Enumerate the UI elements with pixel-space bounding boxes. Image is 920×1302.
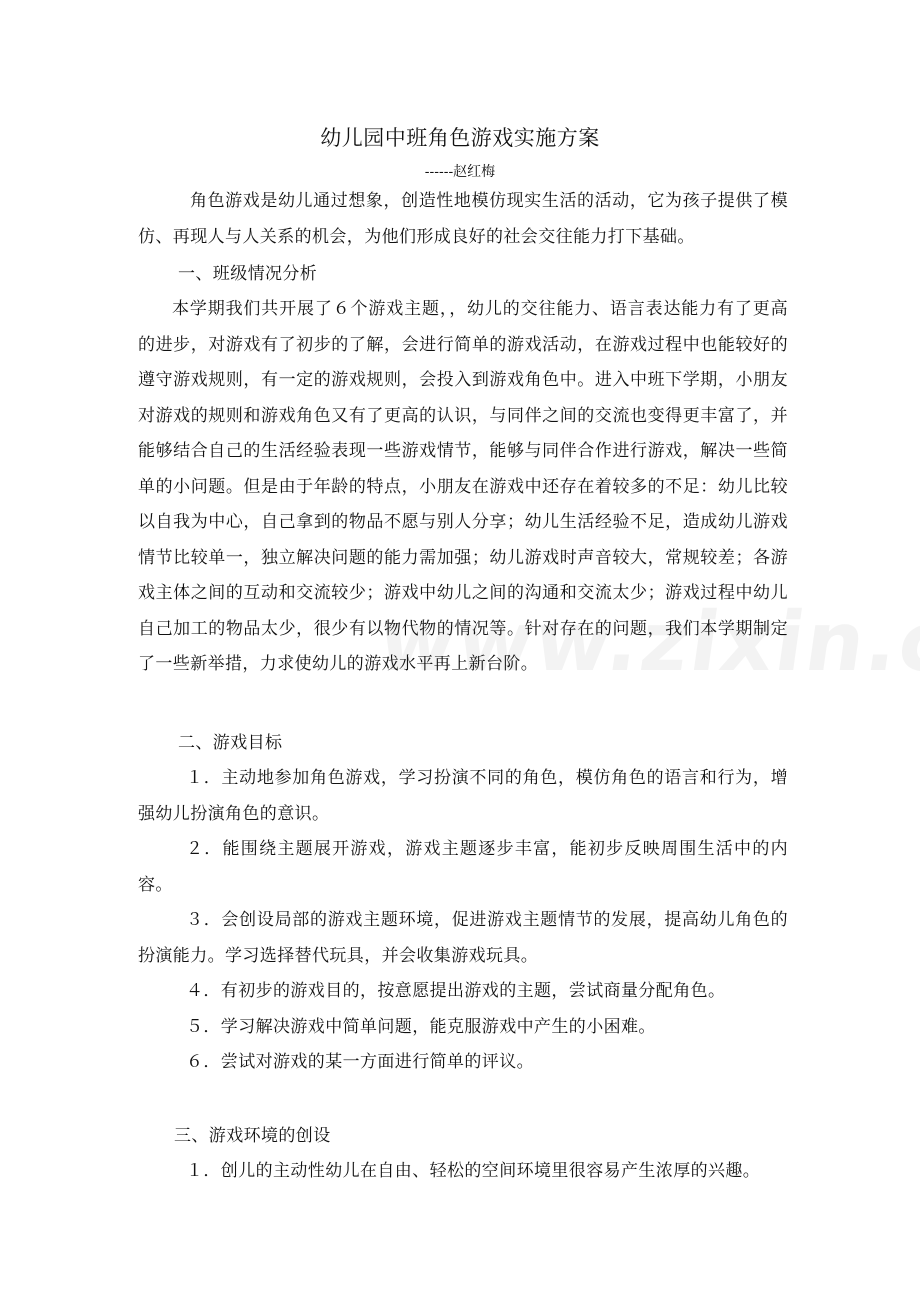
environment-list	[138, 1154, 788, 1190]
goal-item: ４．有初步的游戏目的，按意愿提出游戏的主题，尝试商量分配角色。	[186, 981, 726, 1001]
document-title: 幼儿园中班角色游戏实施方案	[320, 126, 600, 150]
intro-paragraph: 角色游戏是幼儿通过想象，创造性地模仿现实生活的活动，它为孩子提供了模仿、再现人与人关系的机会，为他们形成良好的社会交往能力打下基础。	[138, 191, 788, 247]
section-heading-3: 三、游戏环境的创设	[174, 1126, 331, 1146]
environment-item: １．创儿的主动性幼儿在自由、轻松的空间环境里很容易产生浓厚的兴趣。	[186, 1161, 761, 1181]
section-heading-1: 一、班级情况分析	[178, 264, 318, 284]
document-author: ------赵红梅	[424, 164, 496, 180]
goal-item: １．主动地参加角色游戏，学习扮演不同的角色，模仿角色的语言和行为，增强幼儿扮演角色的意识。	[138, 768, 788, 824]
goal-item: ２．能围绕主题展开游戏，游戏主题逐步丰富，能初步反映周围生活中的内容。	[138, 839, 788, 895]
goal-item: ６．尝试对游戏的某一方面进行简单的评议。	[186, 1052, 534, 1072]
section-heading-2: 二、游戏目标	[178, 733, 283, 753]
goal-list	[138, 761, 788, 1081]
section-paragraph-1: 本学期我们共开展了６个游戏主题，，幼儿的交往能力、语言表达能力有了更高的进步，对游戏有了初步的了解，会进行简单的游戏活动，在游戏过程中也能较好的遵守游戏规则，有一定的游戏规则，会投入到游戏角色中。进入中班下学期，小朋友对游戏的规则和游戏角色又有了更高的认识，与同伴之间的交流也变得更丰富了，并能够结合自己的生活经验表现一些游戏情节，能够与同伴合作进行游戏，解决一些简单的小问题。但是由于年龄的特点，小朋友在游戏中还存在着较多的不足：幼儿比较以自我为中心，自己拿到的物品不愿与别人分享；幼儿生活经验不足，造成幼儿游戏情节比较单一，独立解决问题的能力需加强；幼儿游戏时声音较大，常规较差；各游戏主体之间的互动和交流较少；游戏中幼儿之间的沟通和交流太少；游戏过程中幼儿自己加工的物品太少，很少有以物代物的情况等。针对存在的问题，我们本学期制定了一些新举措，力求使幼儿的游戏水平再上新台阶。	[138, 299, 788, 674]
goal-item: ３．会创设局部的游戏主题环境，促进游戏主题情节的发展，提高幼儿角色的扮演能力。学习选择替代玩具，并会收集游戏玩具。	[138, 910, 788, 966]
goal-item: ５．学习解决游戏中简单问题，能克服游戏中产生的小困难。	[186, 1016, 656, 1037]
